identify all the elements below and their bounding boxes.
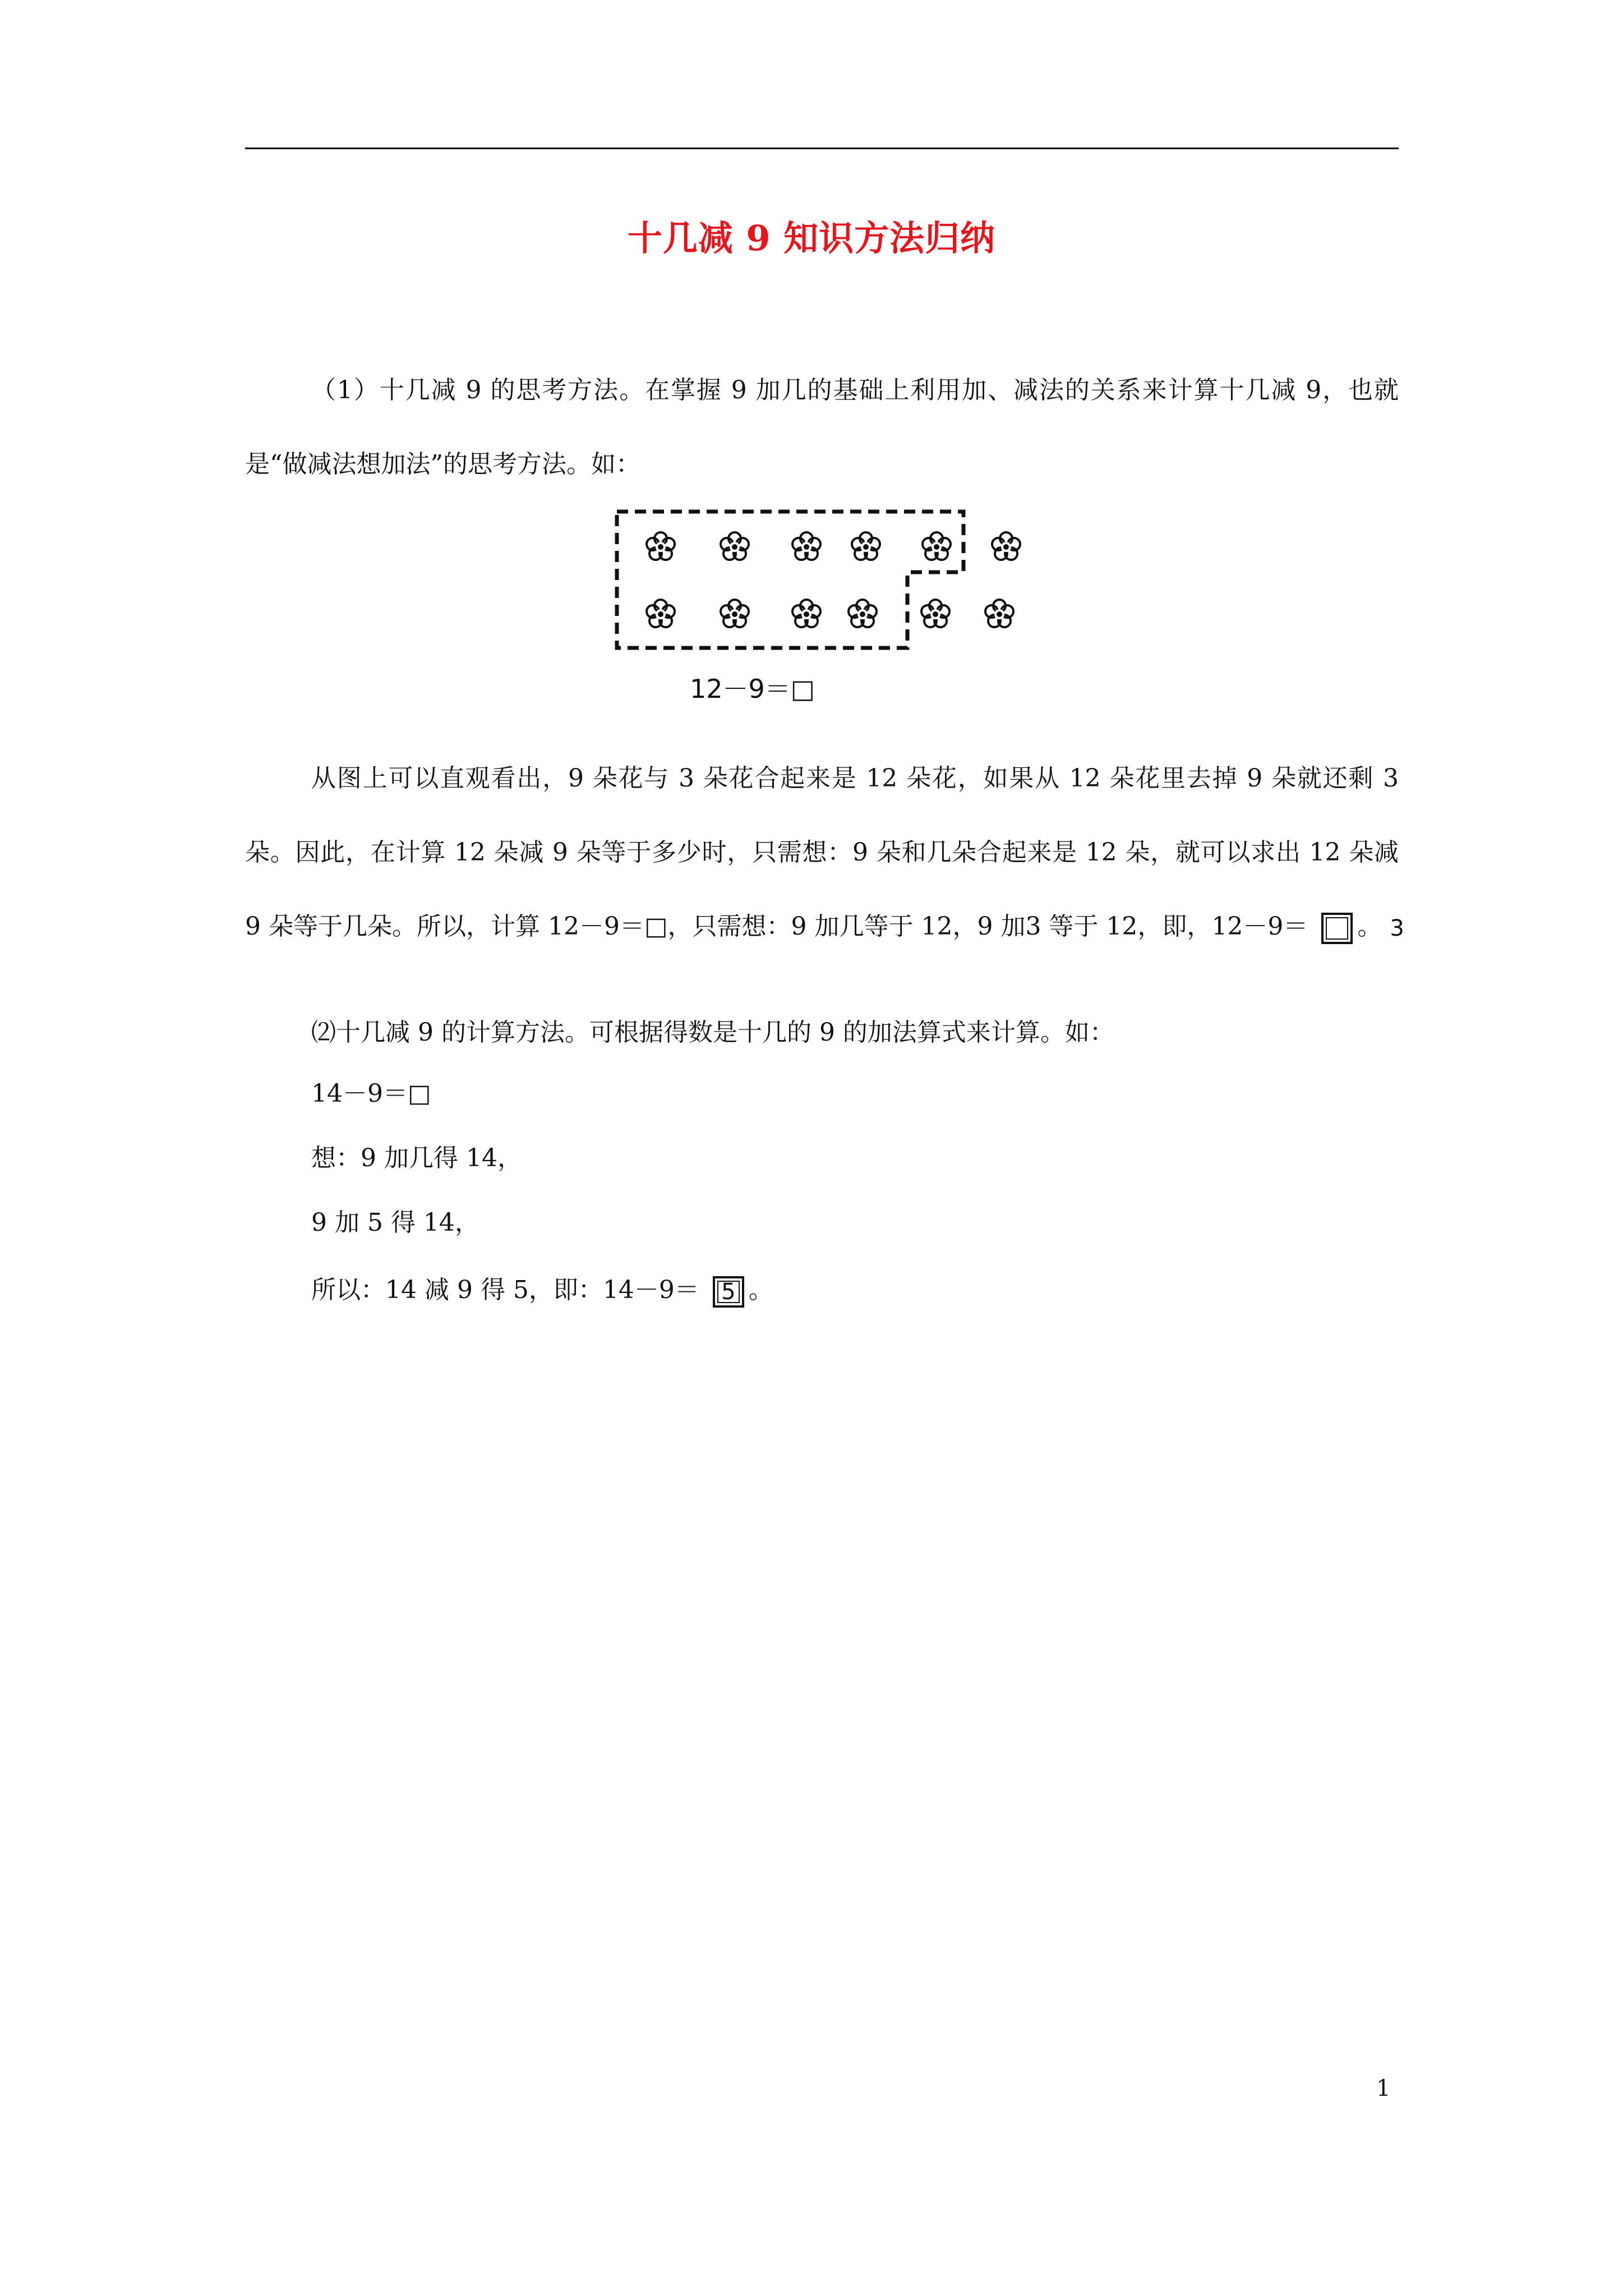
flower-icon [647,600,675,627]
flower-icon [852,532,880,560]
paragraph-3: ⑵十几减 9 的计算方法。可根据得数是十几的 9 的加法算式来计算。如： [311,1018,1114,1047]
flower-icon [992,532,1020,560]
flower-icon [849,600,877,627]
paragraph-1: （1）十几减 9 的思考方法。在掌握 9 加几的基础上利用加、减法的关系来计算十几减 9，也就是“做减法想加法”的思考方法。如： [245,376,1399,478]
answer-box-3 [1321,913,1404,944]
flower-figure [610,505,1036,712]
page-number: 1 [1376,2076,1391,2101]
header-rule [245,148,1399,149]
paragraph-2-text: 从图上可以直观看出，9 朵花与 3 朵花合起来是 12 朵花，如果从 12 朵花里去掉 9 朵就还剩 3 朵。因此，在计算 12 朵减 9 朵等于多少时，只需想：9 朵和几朵合起来是 12 朵，就可以求出 12 朵减 9 朵等于几朵。所以，计算 12－9＝□，只需想：9 加几等于 12，9 加3 等于 12，即，12－9＝ [245,764,1399,941]
example-conclusion-text: 所以：14 减 9 得 5，即：14－9＝ [311,1276,699,1304]
paragraph-2-end: 。 [1357,912,1382,941]
answer-box-5 [713,1276,744,1308]
figure-equation: 12－9＝□ [690,674,815,704]
flower-icon [721,600,749,627]
flower-icon [792,532,820,560]
flower-icon [923,532,951,560]
flower-icon [647,532,675,560]
flower-icon [721,532,749,560]
example-conclusion [311,1265,773,1315]
answer-value: 5 [721,1278,736,1305]
example-step: 9 加 5 得 14， [311,1208,479,1237]
paragraph-2 [245,742,1404,964]
example-conclusion-end: 。 [748,1276,773,1304]
answer-value: 3 [1390,915,1404,941]
example-equation: 14－9＝□ [311,1079,431,1108]
page-title: 十几减 9 知识方法归纳 [627,218,996,259]
flower-diagram [610,505,1036,673]
example-think: 想：9 加几得 14， [311,1144,522,1172]
flower-icon [792,600,820,627]
flower-icon [921,600,949,627]
flower-icon [985,600,1013,627]
